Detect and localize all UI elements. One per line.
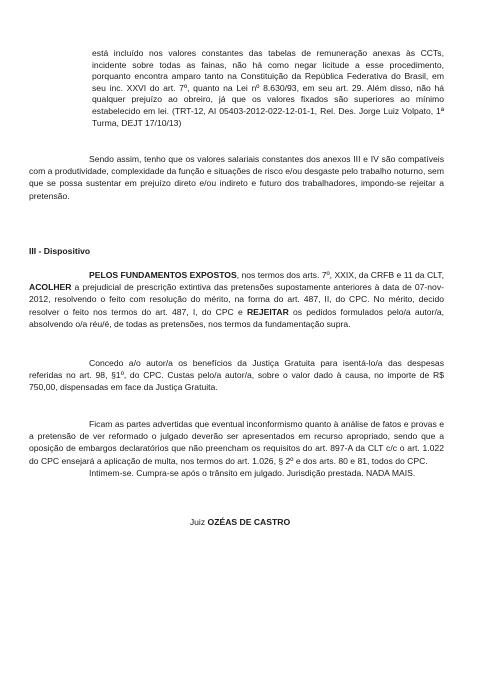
paragraph-dispositivo [29, 269, 444, 330]
dispositivo-text-a: , nos termos dos arts. 7º, XXIX, da CRFB e 11 da CLT, [236, 270, 444, 280]
paragraph-justica-gratuita-text: Concedo a/o autor/a os benefícios da Justiça Gratuita para isentá-lo/a das despesas referidas no art. 98, §1º, do CPC. Custas pelo/a autor/a, sobre o valor dado à causa, no importe de R$ 750,00, dispensadas em face da Justiça Gratuita. [29, 358, 444, 393]
judge-signature [0, 516, 480, 528]
paragraph-justica-gratuita [29, 357, 444, 394]
bold-rejeitar: REJEITAR [246, 306, 289, 317]
bold-opening: PELOS FUNDAMENTOS EXPOSTOS [89, 270, 237, 280]
paragraph-intimem-se [29, 467, 444, 479]
dispositivo-text-c: os pedidos formulados pelo/a autor/a, absolvendo o/a réu/é, de todas as pretensões, nos termos da fundamentação supra. [29, 306, 445, 329]
paragraph-intimem-se-text: Intimem-se. Cumpra-se após o trânsito em julgado. Jurisdição prestada. NADA MAIS. [89, 468, 416, 478]
paragraph-advertencia-text: Ficam as partes advertidas que eventual inconformismo quanto à análise de fatos e provas e a pretensão de ver reformado o julgado deverão ser apresentados em recurso apropriado, sendo que a oposição de embargos declaratórios que não preencham os requisitos do art. 897-A da CLT c/c o art. 1.022 do CPC ensejará a aplicação de multa, nos termos do art. 1.026, § 2º e dos arts. 80 e 81, todos do CPC. [29, 419, 444, 466]
paragraph-advertencia [29, 418, 444, 467]
judge-name: OZÉAS DE CASTRO [207, 517, 291, 527]
paragraph-salary-values-text: Sendo assim, tenho que os valores salariais constantes dos anexos III e IV são compatíveis com a produtividade, complexidade da função e situações de risco e/ou desgaste pelo trabalho noturno, sem que se possa sustentar em prejuízo direto e/ou indireto e futuro dos trabalhadores, impondo-se rejeitar a pretensão. [29, 154, 444, 201]
bold-acolher: ACOLHER [29, 282, 72, 293]
judge-title: Juiz [189, 517, 208, 527]
paragraph-salary-values [29, 153, 444, 202]
dispositivo-text-b: a prejudicial de prescrição extintiva das pretensões supostamente anteriores à data de 07-nov-2012, resolvendo o feito com resolução do mérito, na forma do art. 487, II, do CPC. No mérito, decido resolver o feito nos termos do art. 487, I, do CPC e [29, 282, 444, 317]
jurisprudence-quote: está incluído nos valores constantes das tabelas de remuneração anexas às CCTs, incidente sobre todas as fainas, não há como negar licitude a esse procedimento, porquanto encontra amparo tanto na Constituição da República Federativa do Brasil, em seu inc. XXVI do art. 7º, quanto na Lei nº 8.630/93, em seu art. 29. Além disso, não há qualquer prejuízo ao obreiro, já que os valores fixados são superiores ao mínimo estabelecido em lei. (TRT-12, AI 05403-2012-022-12-01-1, Rel. Des. Jorge Luiz Volpato, 1ª Turma, DEJT 17/10/13) [92, 48, 444, 128]
section-heading-dispositivo: III - Dispositivo [29, 246, 91, 256]
